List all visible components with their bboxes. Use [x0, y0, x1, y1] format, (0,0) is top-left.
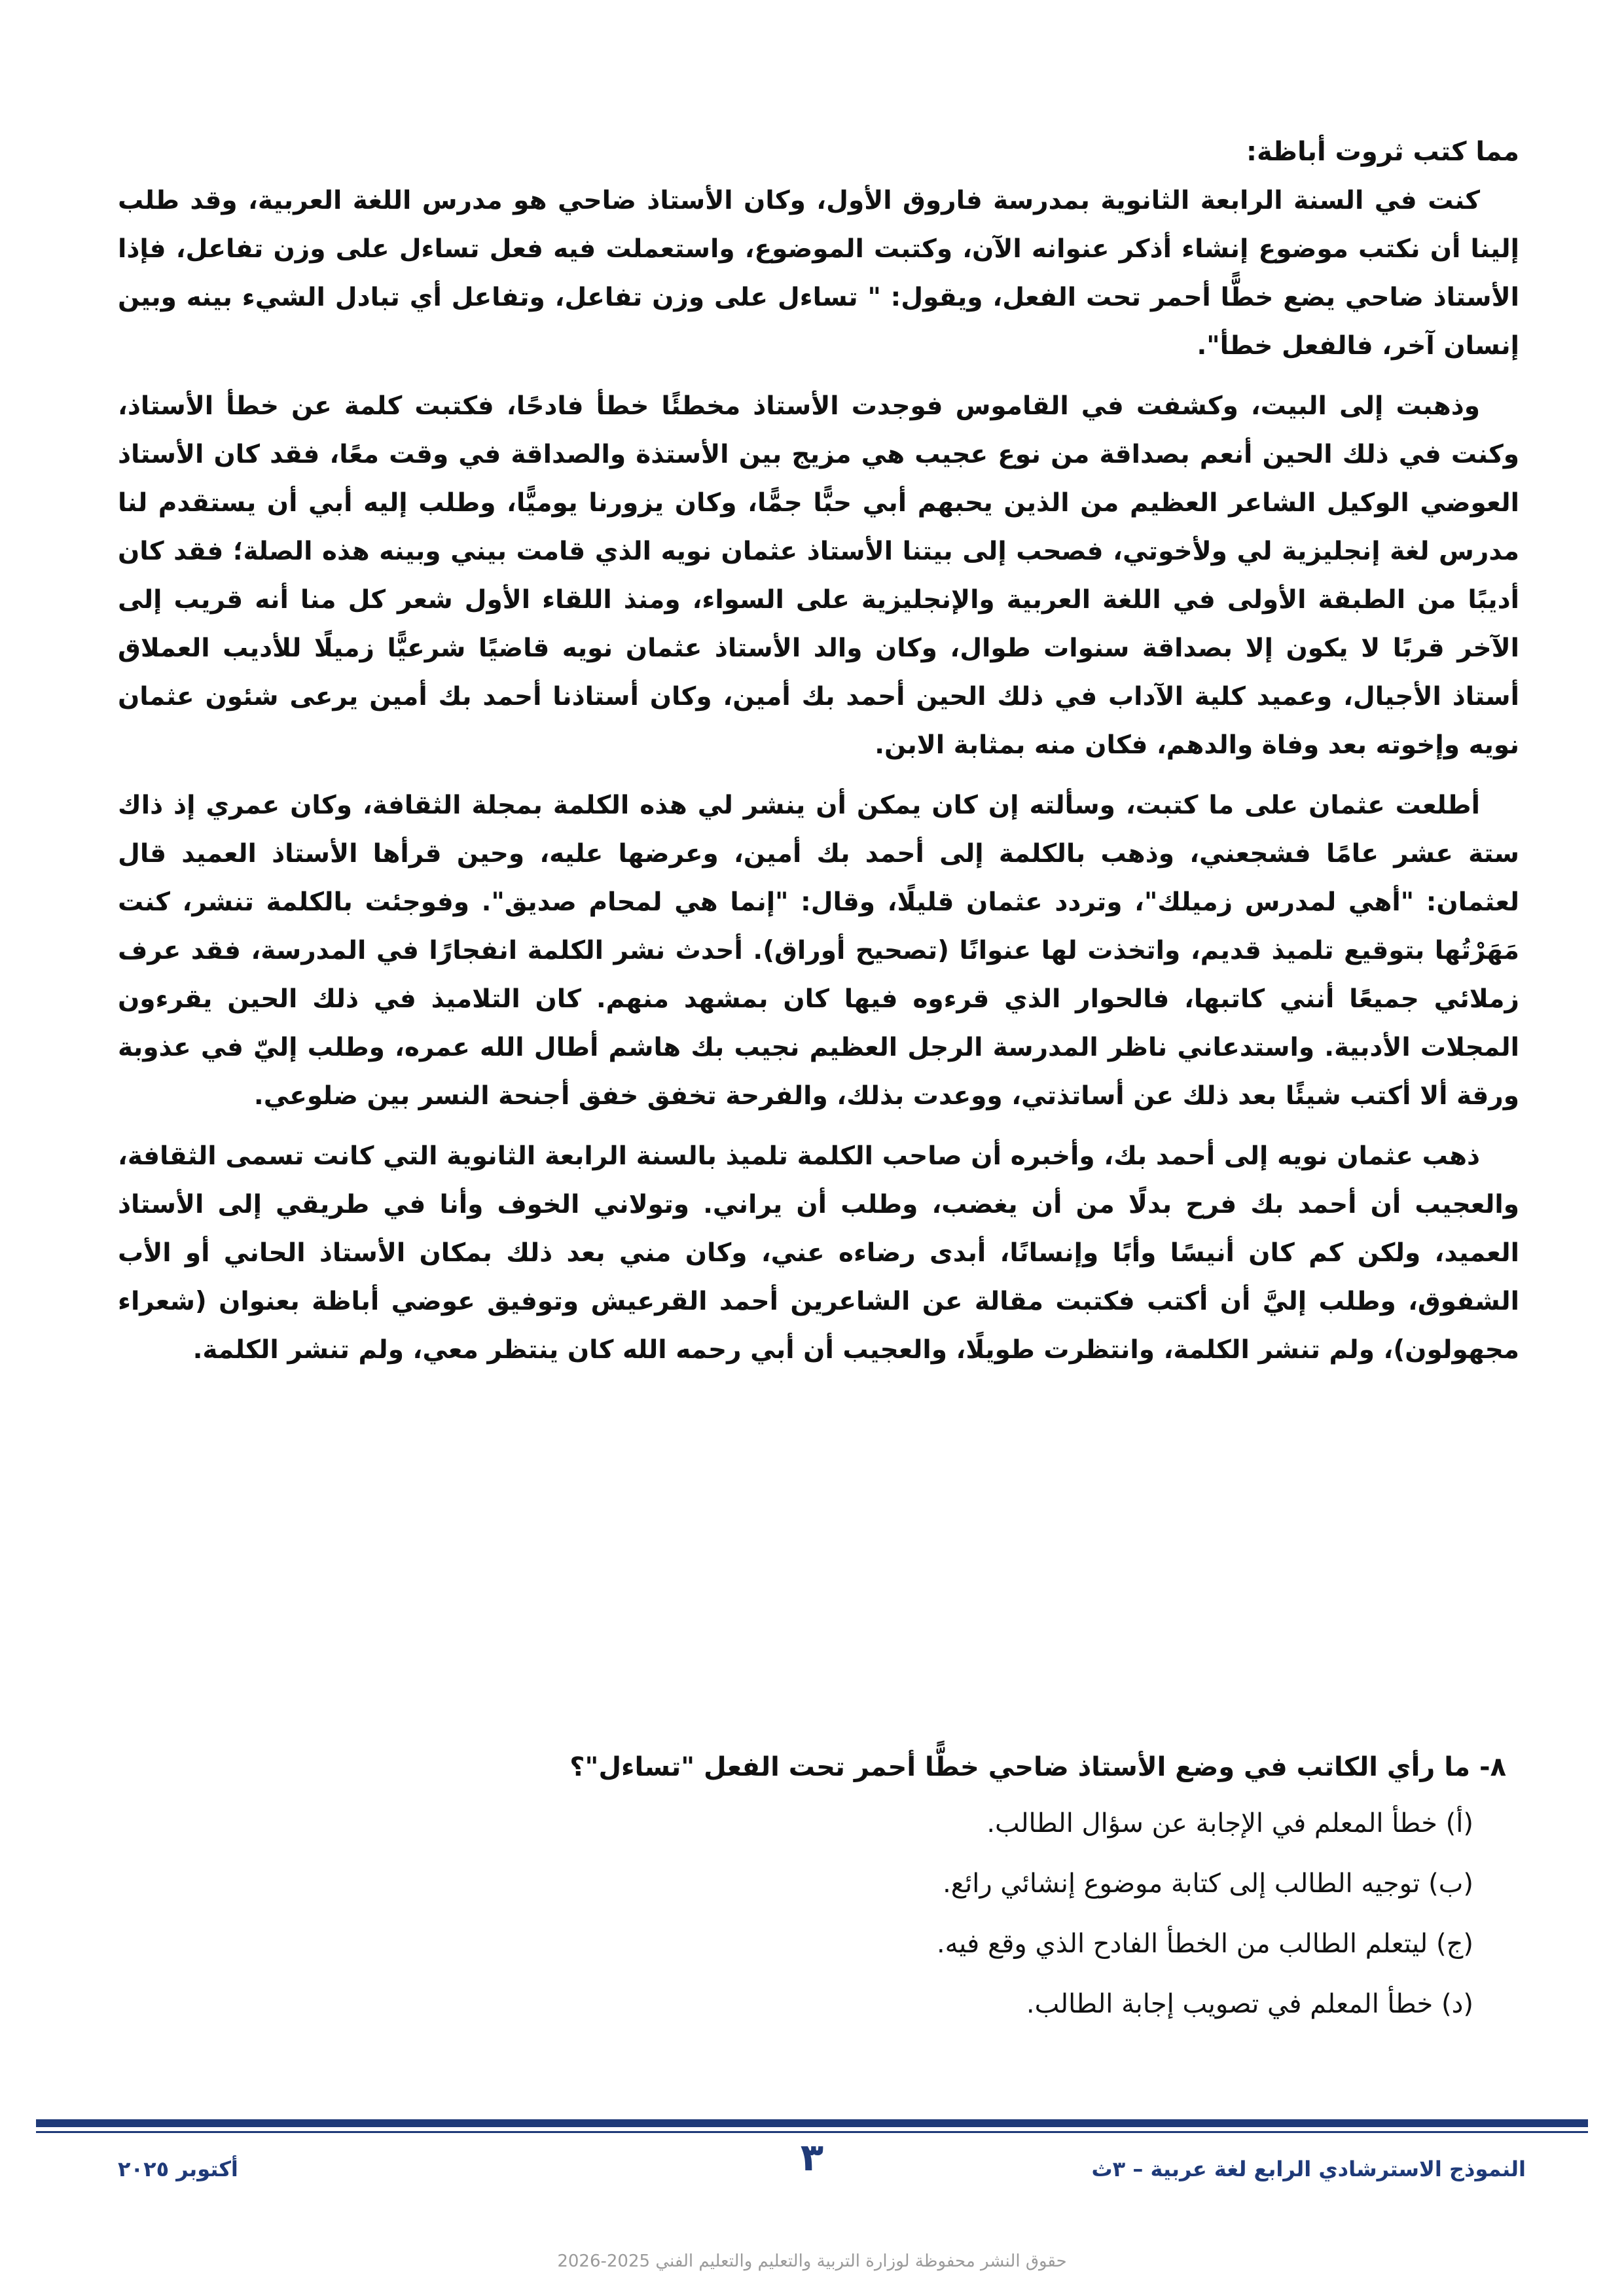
passage-paragraph-4: ذهب عثمان نويه إلى أحمد بك، وأخبره أن صاحب الكلمة تلميذ بالسنة الرابعة الثانوية التي كانت تسمى الثقافة، والعجيب أن أحمد بك فرح بدلًا من أن يغضب، وطلب أن يراني. وتولاني الخوف وأنا في طريقي إلى الأستاذ العميد، ولكن كم كان أنيسًا وأبًا وإنسانًا، أبدى رضاءه عني، وكان مني بعد ذلك بمكان الأستاذ الحاني أو الأب الشفوق، وطلب إليَّ أن أكتب فكتبت مقالة عن الشاعرين أحمد القرعيش وتوفيق عوضي أباظة بعنوان (شعراء مجهولون)، ولم تنشر الكلمة، وانتظرت طويلًا، والعجيب أن أبي رحمه الله كان ينتظر معي، ولم تنشر الكلمة. — [118, 1141, 1519, 1365]
reading-passage — [118, 131, 1519, 1386]
answer-option-c[interactable]: (ج) ليتعلم الطالب من الخطأ الفادح الذي وقع فيه. — [936, 1929, 1473, 1959]
footer-divider — [36, 2119, 1588, 2127]
answer-option-a[interactable]: (أ) خطأ المعلم في الإجابة عن سؤال الطالب. — [986, 1808, 1473, 1839]
page-number: ٣ — [800, 2135, 824, 2179]
passage-paragraph-3: أطلعت عثمان على ما كتبت، وسألته إن كان يمكن أن ينشر لي هذه الكلمة بمجلة الثقافة، وكان عمري إذ ذاك ستة عشر عامًا فشجعني، وذهب بالكلمة إلى أحمد بك أمين، وعرضها عليه، وحين قرأها الأستاذ العميد قال لعثمان: "أهي لمدرس زميلك"، وتردد عثمان قليلًا، وقال: "إنما هي لمحام صديق". وفوجئت بالكلمة تنشر، كنت مَهَرْتُها بتوقيع تلميذ قديم، واتخذت لها عنوانًا (تصحيح أوراق). أحدث نشر الكلمة انفجارًا في المدرسة، فقد عرف زملائي جميعًا أنني كاتبها، فالحوار الذي قرءوه فيها كان بمشهد منهم. كان التلاميذ في ذلك الحين يقرءون المجلات الأدبية. واستدعاني ناظر المدرسة الرجل العظيم نجيب بك هاشم أطال الله عمره، وطلب إليّ في عذوبة ورقة ألا أكتب شيئًا بعد ذلك عن أساتذتي، ووعدت بذلك، والفرحة تخفق خفق أجنحة النسر بين ضلوعي. — [118, 791, 1519, 1111]
passage-paragraph-2: وذهبت إلى البيت، وكشفت في القاموس فوجدت الأستاذ مخطئًا خطأ فادحًا، فكتبت كلمة عن خطأ الأستاذ، وكنت في ذلك الحين أنعم بصداقة من نوع عجيب هي مزيج بين الأستذة والصداقة في وقت معًا، فقد كان الأستاذ العوضي الوكيل الشاعر العظيم من الذين يحبهم أبي حبًّا جمًّا، وكان يزورنا يوميًّا، وطلب إليه أبي أن يستقدم لنا مدرس لغة إنجليزية لي ولأخوتي، فصحب إلى بيتنا الأستاذ عثمان نويه الذي قامت بيني وبينه هذه الصلة؛ فقد كان أديبًا من الطبقة الأولى في اللغة العربية والإنجليزية على السواء، ومنذ اللقاء الأول شعر كل منا أنه قريب إلى الآخر قربًا لا يكون إلا بصداقة سنوات طوال، وكان والد الأستاذ عثمان نويه قاضيًا شرعيًّا زميلًا للأديب العملاق أستاذ الأجيال، وعميد كلية الآداب في ذلك الحين أحمد بك أمين، وكان أستاذنا أحمد بك أمين يرعى شئون عثمان نويه وإخوته بعد وفاة والدهم، فكان منه بمثابة الابن. — [118, 391, 1519, 760]
footer-date: أكتوبر ٢٠٢٥ — [118, 2157, 238, 2181]
passage-heading: مما كتب ثروت أباظة: — [1246, 137, 1519, 167]
question-stem: ٨- ما رأي الكاتب في وضع الأستاذ ضاحي خطًّا أحمر تحت الفعل "تساءل"؟ — [569, 1752, 1506, 1782]
copyright-notice: حقوق النشر محفوظة لوزارة التربية والتعليم والتعليم الفني 2025-2026 — [557, 2251, 1067, 2271]
footer-exam-title: النموذج الاسترشادي الرابع لغة عربية – ٣ث — [1091, 2157, 1526, 2181]
answer-options — [118, 1793, 1506, 2034]
passage-paragraph-1: كنت في السنة الرابعة الثانوية بمدرسة فاروق الأول، وكان الأستاذ ضاحي هو مدرس اللغة العربية، وقد طلب إلينا أن نكتب موضوع إنشاء أذكر عنوانه الآن، وكتبت الموضوع، واستعملت فيه فعل تساءل على وزن تفاعل، فإذا الأستاذ ضاحي يضع خطًّا أحمر تحت الفعل، ويقول: " تساءل على وزن تفاعل، وتفاعل أي تبادل الشيء بينه وبين إنسان آخر، فالفعل خطأ". — [118, 186, 1519, 361]
footer-divider-thin — [36, 2131, 1588, 2133]
answer-option-d[interactable]: (د) خطأ المعلم في تصويب إجابة الطالب. — [1026, 1989, 1473, 2019]
answer-option-b[interactable]: (ب) توجيه الطالب إلى كتابة موضوع إنشائي رائع. — [943, 1869, 1473, 1899]
question-block — [118, 1741, 1506, 2034]
